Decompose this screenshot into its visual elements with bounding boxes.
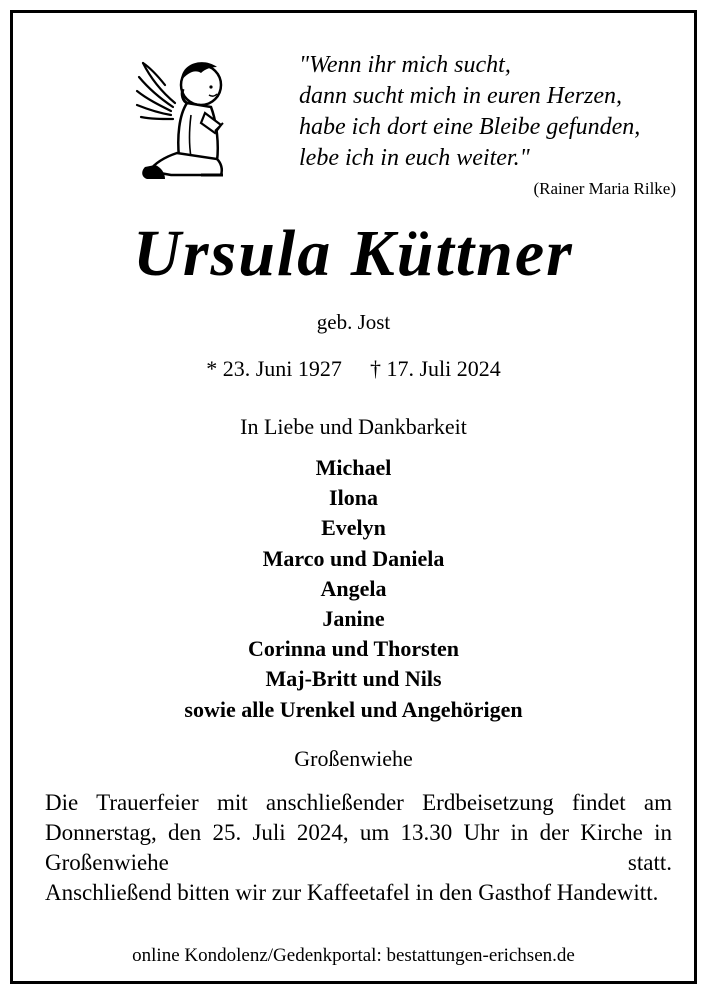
mourner-name: Corinna und Thorsten — [247, 636, 460, 662]
place-name: Großenwiehe — [294, 746, 413, 771]
quote-line: "Wenn ihr mich sucht, — [299, 52, 511, 78]
ceremony-details — [45, 788, 672, 908]
mourners-intro: In Liebe und Dankbarkeit — [240, 414, 467, 439]
birth-date: * 23. Juni 1927 — [206, 356, 342, 381]
death-date: † 17. Juli 2024 — [369, 356, 501, 381]
mourner-name: sowie alle Urenkel und Angehörigen — [184, 696, 523, 722]
mourner-name: Marco und Daniela — [262, 545, 445, 571]
ceremony-paragraph: Die Trauerfeier mit anschließender Erdbeisetzung findet am Donnerstag, den 25. Juli 2024, um 13.30 Uhr in der Kirche in Großenwiehe statt. — [45, 790, 672, 875]
mourner-name: Evelyn — [321, 515, 386, 541]
life-dates — [13, 356, 694, 382]
rilke-quote — [299, 50, 689, 174]
quote-line: habe ich dort eine Bleibe gefunden, — [299, 114, 641, 140]
kneeling-angel-icon — [131, 45, 237, 181]
quote-line: lebe ich in euch weiter." — [299, 145, 530, 171]
mourner-name: Ilona — [329, 485, 378, 511]
mourner-name: Angela — [320, 575, 387, 601]
condolence-portal-link[interactable]: online Kondolenz/Gedenkportal: bestattungen-erichsen.de — [132, 945, 575, 966]
mourner-name: Maj-Britt und Nils — [265, 666, 442, 692]
deceased-name: Ursula Küttner — [133, 217, 574, 290]
mourners-list — [13, 453, 694, 725]
birth-name: geb. Jost — [316, 310, 391, 334]
obituary-notice — [10, 10, 697, 984]
quote-author: (Rainer Maria Rilke) — [533, 179, 676, 198]
mourner-name: Janine — [322, 606, 385, 632]
mourner-name: Michael — [315, 455, 392, 480]
ceremony-paragraph: Anschließend bitten wir zur Kaffeetafel in den Gasthof Handewitt. — [45, 880, 659, 905]
quote-line: dann sucht mich in euren Herzen, — [299, 83, 623, 109]
